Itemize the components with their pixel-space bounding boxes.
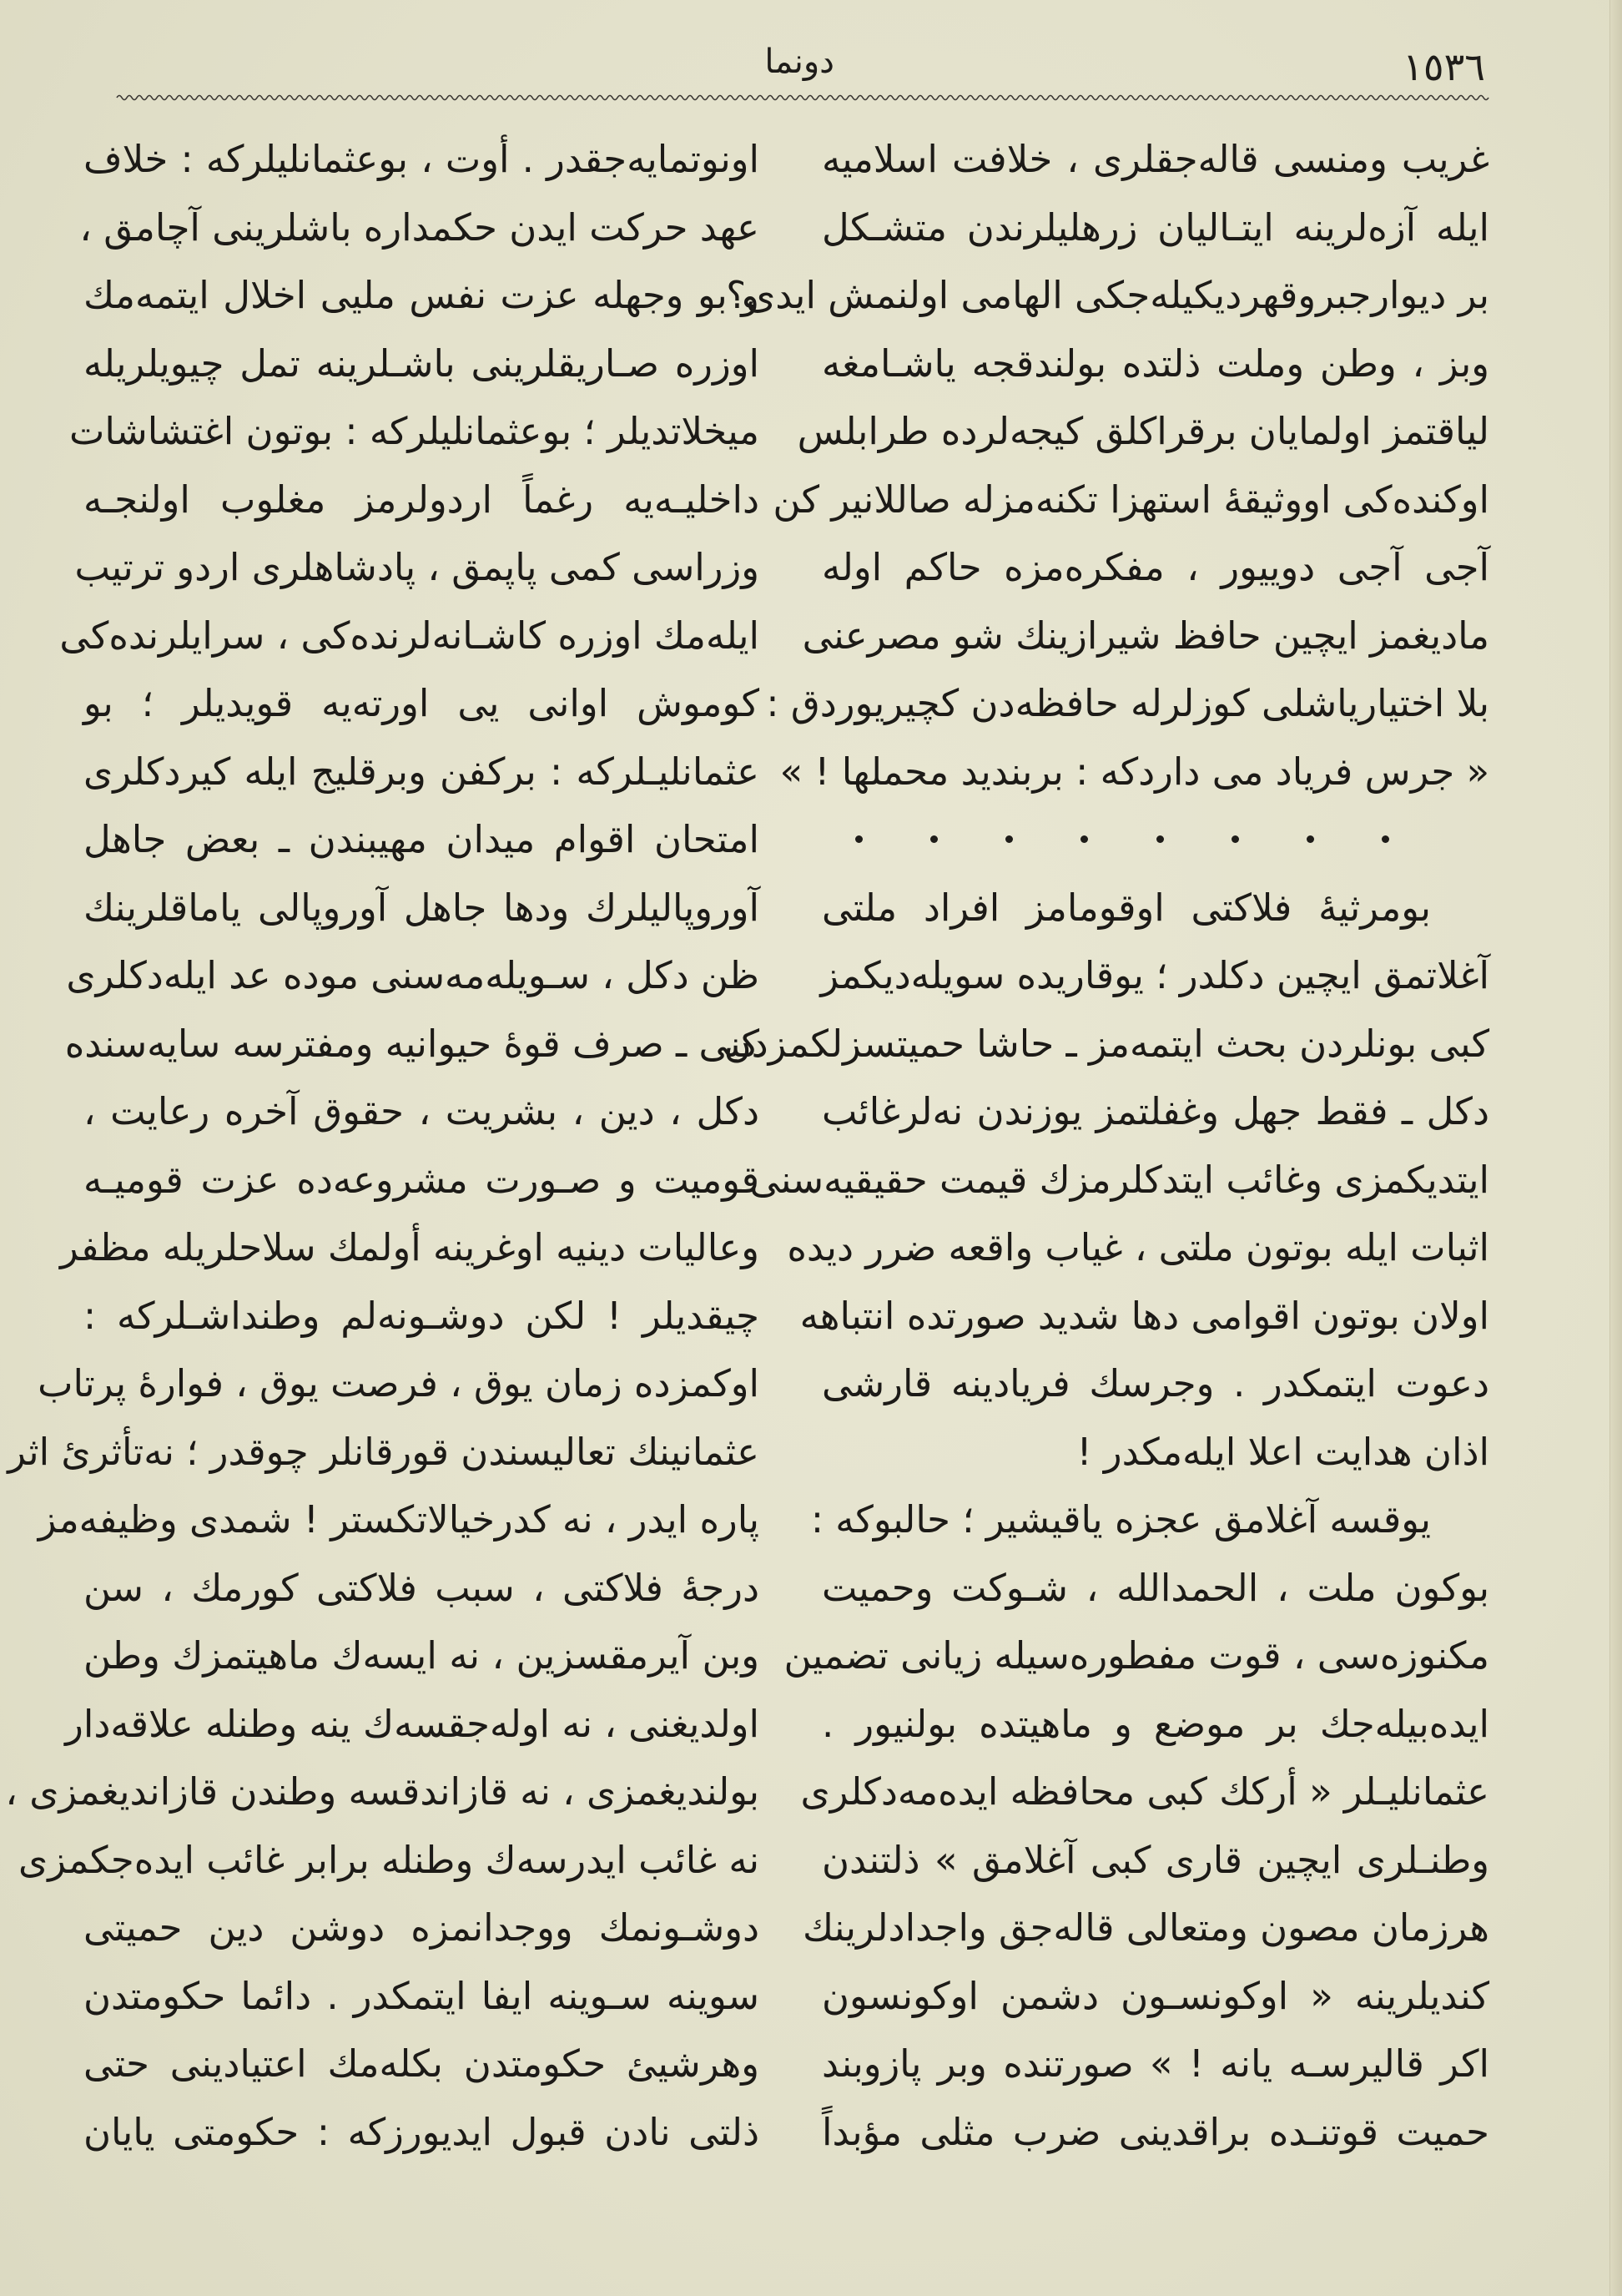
text-line: وطنـلرى ايچين قارى كبى آغلامق » ذلتندن xyxy=(822,1837,1489,1882)
text-line: پاره ايدر ، نه كدرخيالاتكستر ! شمدى وظيفه‌مز xyxy=(38,1497,759,1542)
text-line: قوميت و صـورت مشروعه‌ده عزت قوميـه xyxy=(83,1157,759,1202)
text-line: كبى ـ صرف قوهٔ حيوانيه ومفترسه سايه‌سنده xyxy=(64,1021,759,1066)
text-line: وبز ، وطن وملت ذلتده بولندقجه ياشـامغه xyxy=(822,341,1489,386)
separator-dot xyxy=(1005,835,1013,843)
text-line: دكل ، دين ، بشريت ، حقوق آخره رعايت ، xyxy=(83,1089,759,1133)
text-line: عهد حركت ايدن حكمداره باشلرينى آچامق ، xyxy=(79,204,759,250)
page-header xyxy=(117,33,1485,100)
text-line: اكر قاليرسـه يانه ! » صورتنده وبر پازوبند xyxy=(822,2041,1489,2086)
text-line: امتحان اقوام ميدان مهيبندن ـ بعض جاهل xyxy=(83,817,759,861)
text-line: درجهٔ فلاكتى ، سبب فلاكتى كورمك ، سن xyxy=(83,1565,759,1610)
text-line: ميخلاتديلر ؛ بوعثمانليلركه : بوتون اغتشاشات xyxy=(68,409,759,453)
text-line: بومرثيهٔ فلاكتى اوقومامز افراد ملتى xyxy=(822,885,1431,930)
text-line: داخليـه‌يه رغماً اردولرمز مغلوب اولنجـه xyxy=(83,477,759,522)
separator-dot xyxy=(1080,835,1088,843)
text-line: آجى آجى دوييور ، مفكره‌مزه حاكم اوله‌ xyxy=(822,545,1489,589)
text-line: دوشـونمك ووجدانمزه دوشن دين حميتى xyxy=(83,1905,759,1950)
text-line: بلا اختيارياشلى كوزلرله حافظه‌دن كچيريوردق : xyxy=(766,681,1489,725)
text-line: اوكمزده زمان يوق ، فرصت يوق ، فوارهٔ پرتاب xyxy=(38,1361,759,1405)
separator-dot xyxy=(930,835,938,843)
dotted-separator xyxy=(822,805,1489,874)
text-line: لياقتمز اولمايان برقراكلق كيجه‌لرده طرابلس xyxy=(797,409,1489,453)
separator-dot xyxy=(1156,835,1164,843)
text-line: سوينه سـوينه ايفا ايتمكدر . دائما حكومتدن xyxy=(83,1973,759,2018)
text-line: وزراسى كمى پاپمق ، پادشاهلرى اردو ترتيب xyxy=(74,545,759,589)
text-line: غريب ومنسى قاله‌جقلرى ، خلافت اسلاميه xyxy=(822,137,1489,181)
text-line: وعاليات دينيه اوغرينه أولمك سلاحلريله مظفر xyxy=(60,1225,759,1269)
text-line: اثبات ايله بوتون ملتى ، غياب واقعه ضرر ديده xyxy=(787,1225,1489,1269)
wavy-header-rule xyxy=(117,92,1485,103)
text-line: اولان بوتون اقوامى دها شديد صورتده انتباهه xyxy=(799,1293,1489,1338)
text-line: ايله آزه‌لرينه ايتـاليان زرهليلرندن متشـكل xyxy=(822,204,1489,250)
page-spine-edge xyxy=(1609,0,1622,2296)
text-line: عثمانليـلركه : بركفن وبرقليج ايله كيردكلرى xyxy=(83,749,759,794)
text-line: يوقسه آغلامق عجزه ياقيشير ؛ حالبوكه : xyxy=(810,1497,1431,1542)
text-line: اوكنده‌كى اووثيقهٔ استهزا تكنه‌مزله صاللانير كن xyxy=(773,477,1489,522)
text-line: آوروپاليلرك ودها جاهل آوروپالى ياماقلرينك xyxy=(83,885,759,930)
text-line: دكل ـ فقط جهل وغفلتمز يوزندن نه‌لرغائب xyxy=(822,1089,1489,1133)
text-line: آغلاتمق ايچين دكلدر ؛ يوقاريده سويله‌ديكمز xyxy=(820,953,1489,997)
text-line: دعوت ايتمكدر . وجرسك فريادينه قارشى xyxy=(822,1361,1489,1405)
text-line: « جرس فرياد مى داردكه : بربنديد محملها ! » xyxy=(779,749,1489,794)
text-line: چيقديلر ! لكن دوشـونه‌لم وطنداشـلركه : xyxy=(83,1293,759,1338)
text-line: بوكون ملت ، الحمدالله ، شـوكت وحميت xyxy=(822,1565,1489,1610)
text-line: بر ديوارجبروقهرديكيله‌جكى الهامى اولنمش ايدى؟ xyxy=(726,273,1489,317)
text-line: حميت قوتنـده براقدينى ضرب مثلى مؤبداً xyxy=(822,2109,1489,2154)
text-line: مادیغمز ايچين حافظ شيرازينك شو مصرعنى xyxy=(802,613,1489,658)
text-line: اذان هدايت اعلا ايله‌مكدر ! xyxy=(1076,1429,1489,1474)
text-line: عثمانليـلر « أركك كبى محافظه ايده‌مه‌دكلرى xyxy=(800,1769,1489,1814)
text-line: اوزره صـاريقلرينى باشـلرينه تمل چيويلريله xyxy=(83,341,759,386)
text-line: ايله‌مك اوزره كاشـانه‌لرنده‌كى ، سرايلرنده‌كى xyxy=(59,613,759,658)
separator-dot xyxy=(1307,835,1314,843)
running-title: دونما xyxy=(764,43,834,81)
text-line: ايده‌بيله‌جك بر موضع و ماهيتده بولنيور . xyxy=(822,1701,1489,1746)
text-line: اولديغنى ، نه اوله‌جقسه‌ك ينه وطنله علاقه‌دار xyxy=(65,1701,759,1746)
text-line: ايتديكمزى وغائب ايتدكلرمزك قيمت حقيقيه‌سنى xyxy=(749,1157,1489,1202)
column-right xyxy=(723,125,1489,2166)
column-left xyxy=(5,125,759,2166)
separator-dot xyxy=(855,835,863,843)
text-line: ذلتى نادن قبول ايديورزكه : حكومتى يايان xyxy=(83,2109,759,2154)
text-line: كبى بونلردن بحث ايتمه‌مز ـ حاشا حميتسزلكمزدن xyxy=(723,1021,1489,1066)
text-line: كوموش اوانى يى اورته‌يه قويديلر ؛ بو xyxy=(83,681,759,725)
text-line: اونوتمايه‌جقدر . أوت ، بوعثمانليلركه : خلاف xyxy=(83,137,759,181)
page-number: ١٥٣٦ xyxy=(1403,44,1485,89)
text-line: نه غائب ايدرسه‌ك وطنله برابر غائب ايده‌جكمزى xyxy=(18,1837,759,1882)
text-line: هرزمان مصون ومتعالى قاله‌جق واجدادلرينك xyxy=(802,1905,1489,1950)
text-line: عثمانينك تعاليسندن قورقانلر چوقدر ؛ نه‌تأثرىٔ اثر xyxy=(8,1429,759,1474)
text-line: بولنديغمزى ، نه قازاندقسه وطندن قازانديغمزى ، xyxy=(5,1769,759,1814)
separator-dot xyxy=(1382,835,1389,843)
separator-dot xyxy=(1232,835,1239,843)
text-line: وهرشيئ حكومتدن بكله‌مك اعتيادينى حتى xyxy=(83,2041,759,2086)
text-line: ظن دكل ، سـويله‌مه‌سنى موده عد ايله‌دكلرى xyxy=(66,953,759,997)
text-line: مكنوزه‌سى ، قوت مفطوره‌سيله زيانى تضمين xyxy=(783,1633,1489,1678)
text-line: وبن آيرمقسزين ، نه ايسه‌ك ماهيتمزك وطن xyxy=(83,1633,759,1678)
text-line: كنديلرينه « اوكونسـون دشمن اوكونسون xyxy=(822,1973,1489,2018)
text-line: و بو وجهله عزت نفس مليى اخلال ايتمه‌مك xyxy=(83,273,759,317)
